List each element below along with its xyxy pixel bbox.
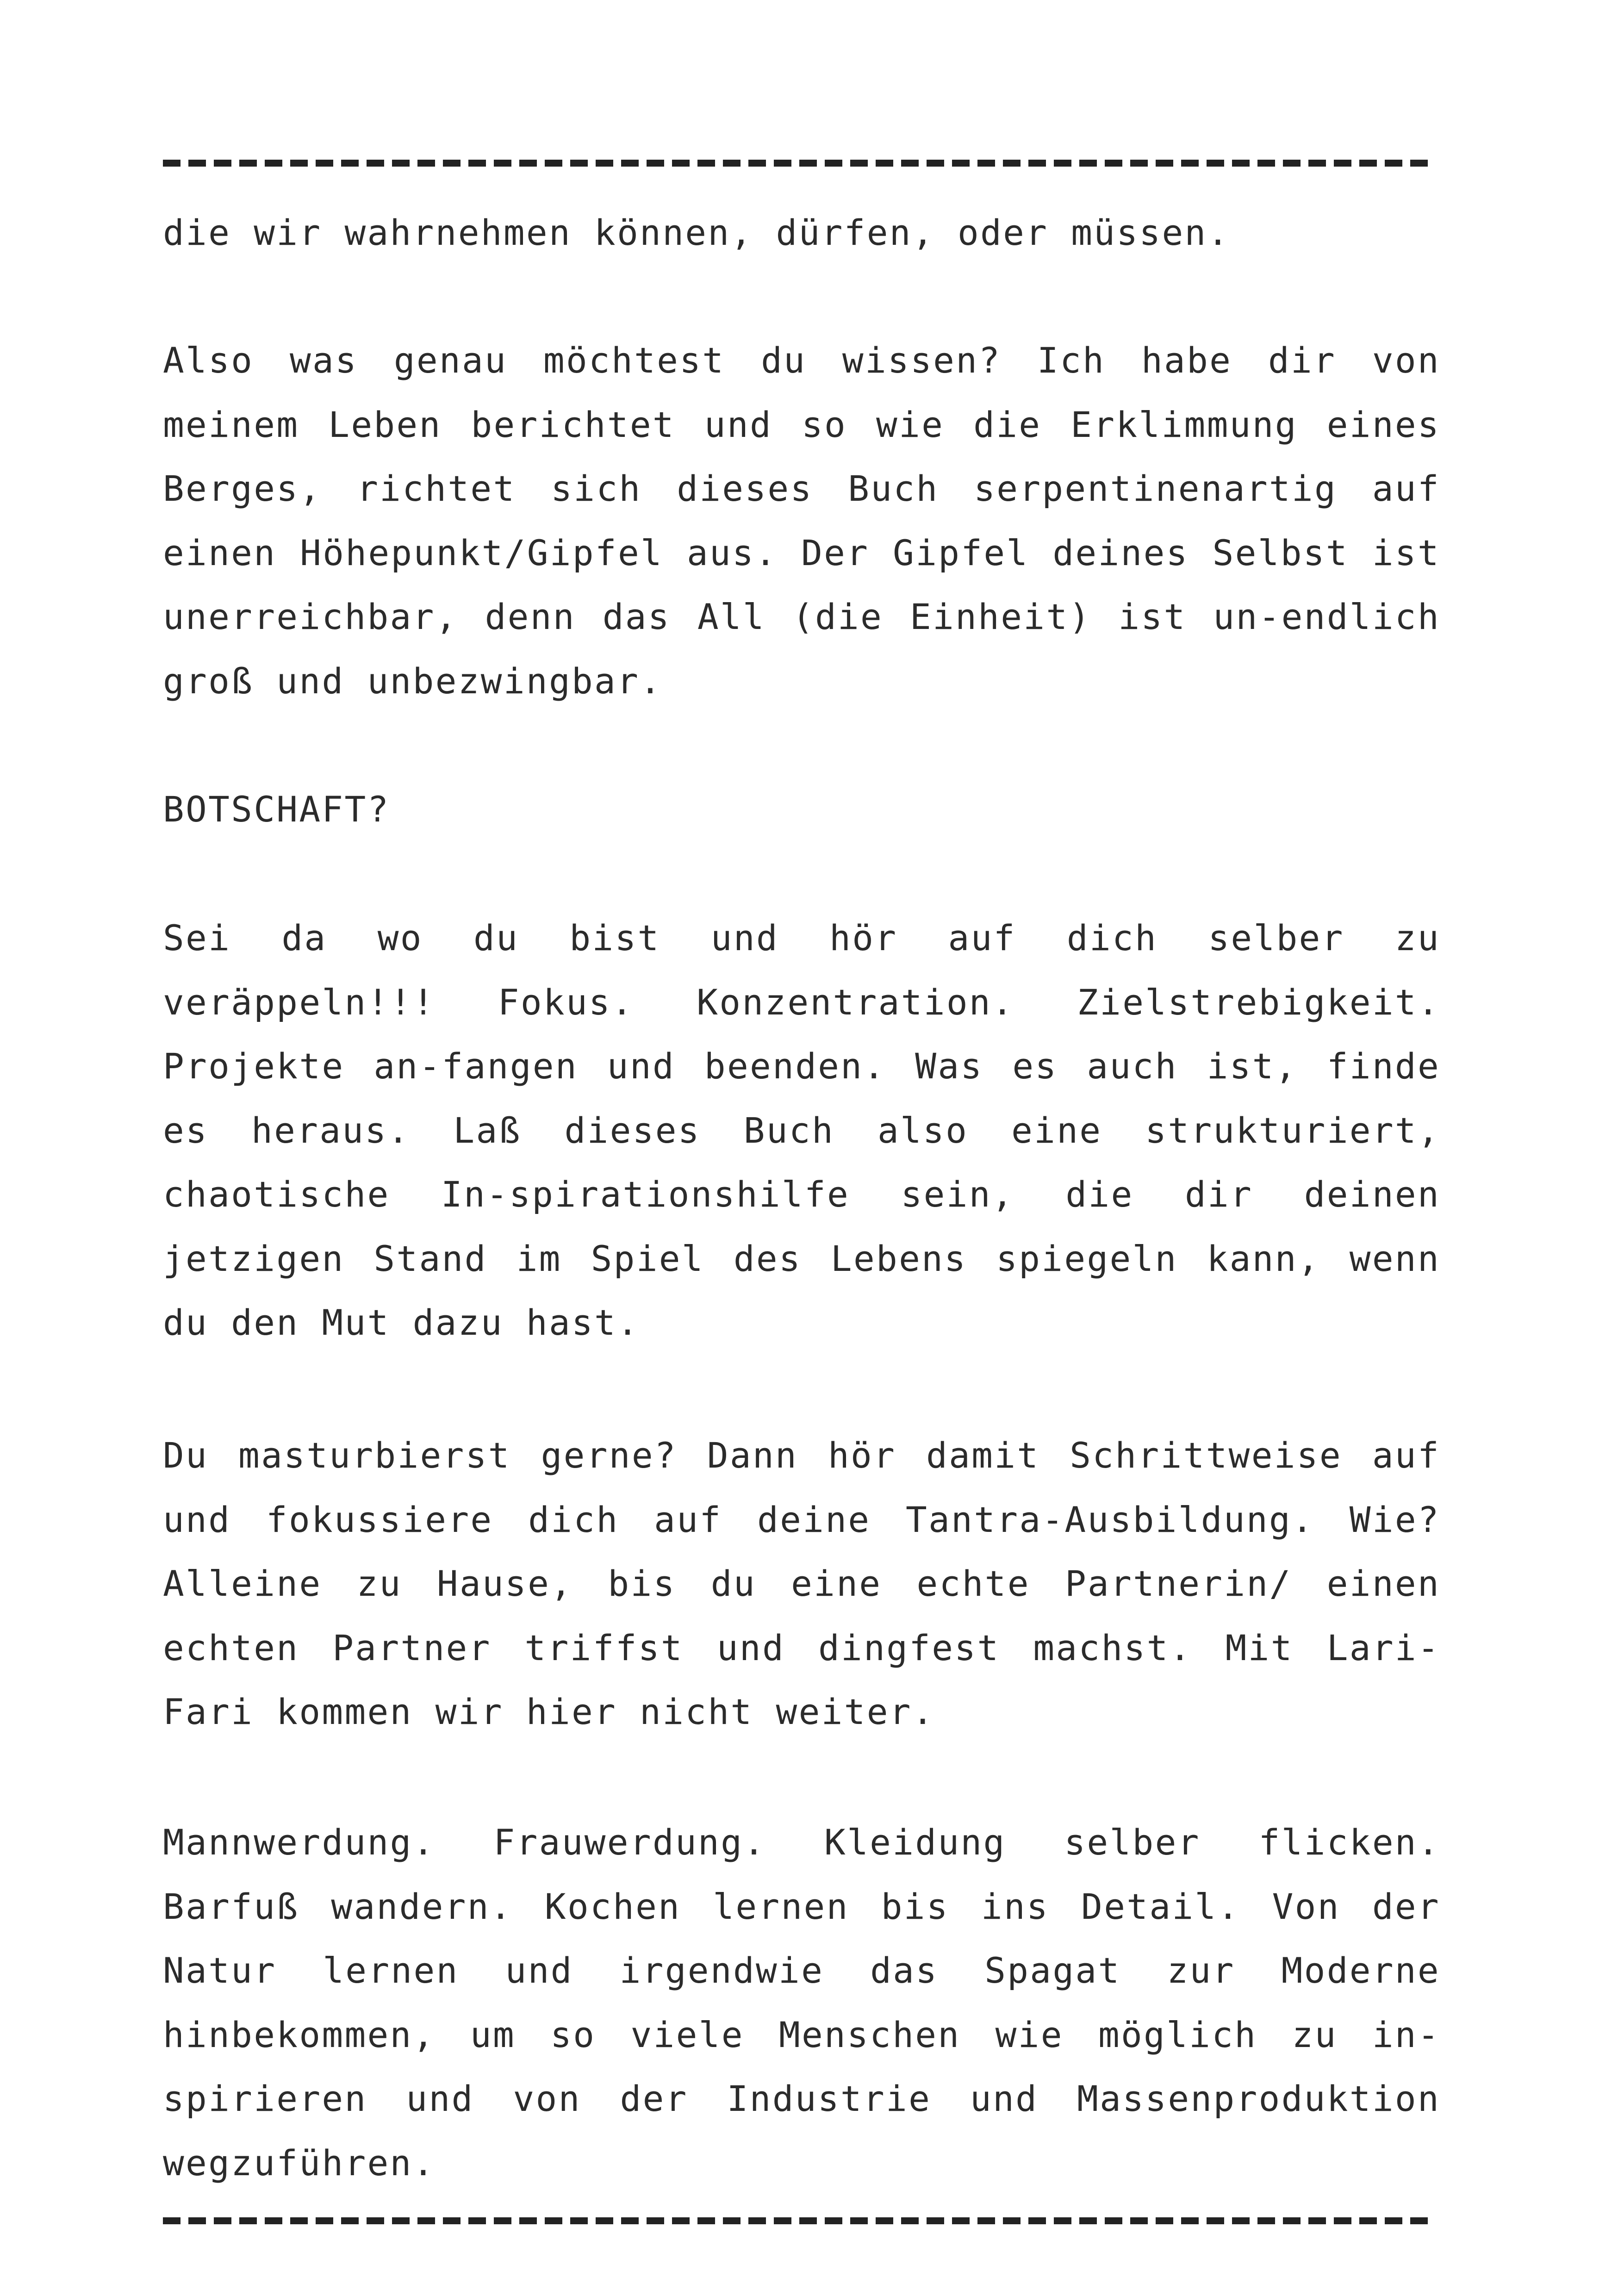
paragraph-2: Also was genau möchtest du wissen? Ich habe dir von meinem Leben berichtet und so wie die Erklimmung eines Berges, richtet sich dieses Buch serpentinenartig auf einen Höhepunkt/Gipfel aus. Der Gipfel deines Selbst ist unerreichbar, denn das All (die Einheit) ist un-endlich groß und unbezwingbar. — [163, 340, 1440, 702]
bottom-dashed-rule — [163, 2217, 1431, 2224]
paragraph-1: die wir wahrnehmen können, dürfen, oder müssen. — [163, 212, 1230, 253]
paragraph-3: Sei da wo du bist und hör auf dich selber zu veräppeln!!! Fokus. Konzentration. Zielstrebigkeit. Projekte an-fangen und beenden. Was es auch ist, finde es heraus. Laß dieses Buch also eine strukturiert, chaotische In-spirationshilfe sein, die dir deinen jetzigen Stand im Spiel des Lebens spiegeln kann, wenn du den Mut dazu hast. — [163, 917, 1440, 1343]
top-dashed-rule — [163, 160, 1431, 167]
paragraph-5: Mannwerdung. Frauwerdung. Kleidung selber flicken. Barfuß wandern. Kochen lernen bis ins Detail. Von der Natur lernen und irgendwie das Spagat zur Moderne hinbekommen, um so viele Menschen wie möglich zu in-spirieren und von der Industrie und Massenproduktion wegzuführen. — [163, 1822, 1440, 2184]
section-heading: BOTSCHAFT? — [163, 789, 390, 830]
paragraph-4: Du masturbierst gerne? Dann hör damit Schrittweise auf und fokussiere dich auf deine Tantra-Ausbildung. Wie? Alleine zu Hause, bis du eine echte Partnerin/ einen echten Partner triffst und dingfest machst. Mit Lari-Fari kommen wir hier nicht weiter. — [163, 1435, 1440, 1732]
